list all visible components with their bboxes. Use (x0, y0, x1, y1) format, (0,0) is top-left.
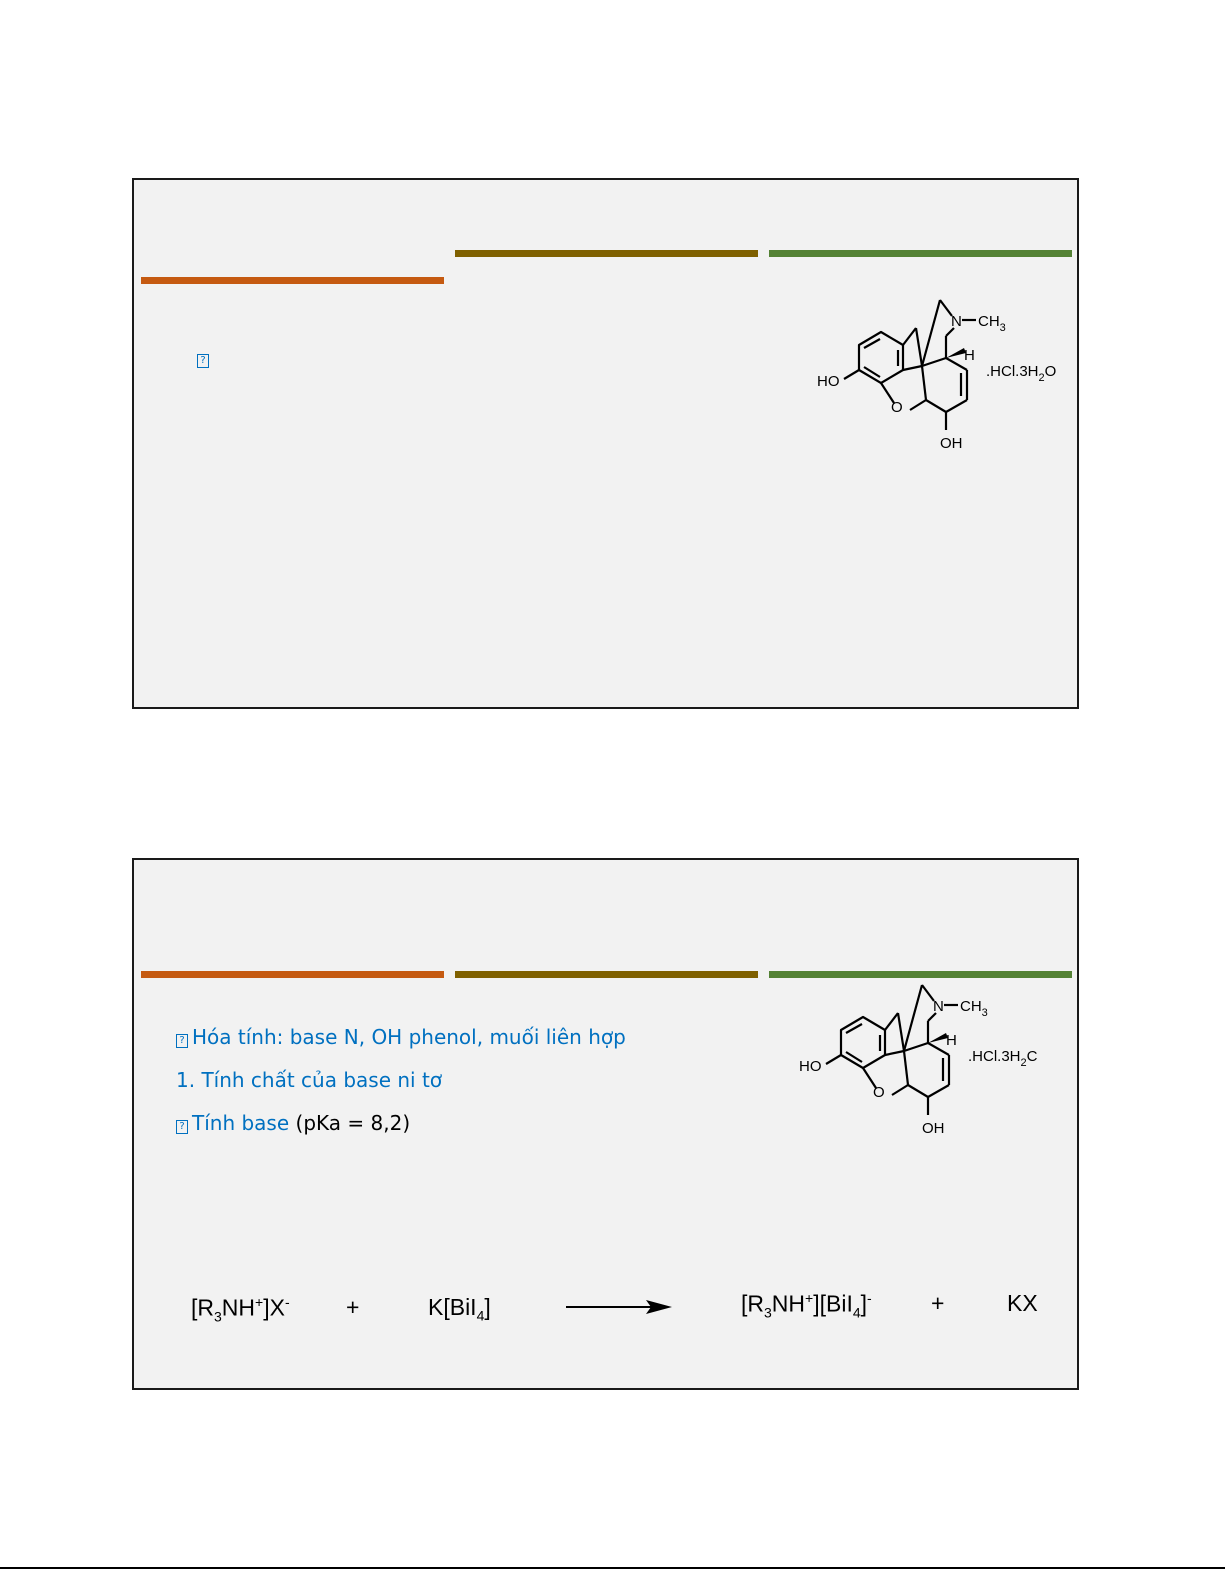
bullet-box-icon: ? (197, 354, 209, 368)
accent-bar-orange (141, 277, 444, 284)
label-n: N (951, 313, 962, 330)
label-oh: OH (940, 435, 963, 452)
bullet-box-icon: ? (176, 1034, 188, 1048)
product-complex: $[R_3NH^+][BiI_4]^-$ (741, 1290, 872, 1321)
label-ch3: $CH_3$ (960, 998, 988, 1019)
product-kx: KX (1007, 1290, 1038, 1316)
bullet-chemical-properties: ? Hóa tính: base N, OH phenol, muối liên hợp (176, 1025, 626, 1049)
label-oh: OH (922, 1120, 945, 1137)
label-ho: HO (799, 1058, 822, 1075)
heading-nitrogen-base: 1. Tính chất của base ni tơ (176, 1068, 443, 1092)
accent-bar-olive (455, 250, 758, 257)
bullet-box-icon: ? (176, 1120, 188, 1134)
slide-1 (132, 178, 1079, 709)
morphine-structure (814, 290, 1079, 474)
plus-sign-2: + (931, 1290, 945, 1316)
label-ho: HO (817, 373, 840, 390)
page-bottom-rule (0, 1567, 1225, 1569)
label-salt: $.HCl.3H_2O$ (986, 363, 1057, 384)
plus-sign-1: + (346, 1294, 360, 1320)
reactant-dragendorff: K[BiI$_4$] (428, 1294, 491, 1324)
accent-bar-green (769, 250, 1072, 257)
label-salt: $.HCl.3H_2C$ (968, 1048, 1038, 1069)
reaction-arrow-icon (566, 1298, 676, 1316)
accent-bar-olive (455, 971, 758, 978)
bullet-basicity: ? Tính base (pKa = 8,2) (176, 1111, 410, 1135)
accent-bar-orange (141, 971, 444, 978)
label-o: O (873, 1084, 885, 1101)
morphine-structure (796, 975, 1061, 1159)
label-ch3: $CH_3$ (978, 313, 1006, 334)
reactant-ammonium-salt: $[R_3NH^+]X^-$ (191, 1294, 290, 1325)
label-h: H (946, 1032, 957, 1049)
slide-2 (132, 858, 1079, 1390)
label-n: N (933, 998, 944, 1015)
label-h: H (964, 347, 975, 364)
label-o: O (891, 399, 903, 416)
